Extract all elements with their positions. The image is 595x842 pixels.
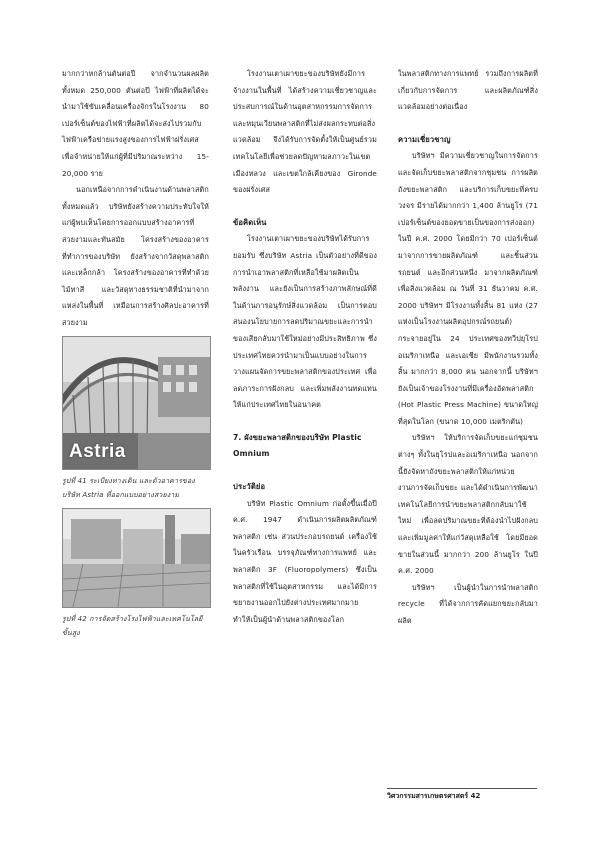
paragraph: โรงงานเตาเผาขยะของบริษัทได้รับการยอมรับ ซึ่งบริษัท Astria เป็นตัวอย่างที่ดีของการนำเอาพลาสติกที่เหลือใช้มาผลิตเป็นพลังงาน และยังเป็นการสร้างภาพลักษณ์ที่ดีในด้านการอนุรักษ์สิ่งแวดล้อม เป็นการตอบสนองนโยบายการลดปริมาณขยะและการนำของเสียกลับมาใช้ใหม่อย่างมีประสิทธิภาพ ซึ่งประเทศไทยควรนำมาเป็นแบบอย่างในการวางแผนจัดการขยะพลาสติกของประเทศ เพื่อลดภาระการฝังกลบ และเพิ่มพลังงานทดแทนให้แก่ประเทศไทยในอนาคต xyxy=(233,234,377,410)
paragraph: มากกว่าหกล้านตันต่อปี จากจำนวนผลผลิตทั้งหมด 250,000 ตันต่อปี ไฟฟ้าที่ผลิตได้จะนำมาใช้ขับเคลื่อนเครื่องจักรในโรงงาน 80 เปอร์เซ็นต์ของไฟฟ้าที่ผลิตได้จะส่งไปรวมกับไฟฟ้าเครือข่ายแรงสูงของการไฟฟ้าฝรั่งเศส เพื่อจำหน่ายให้แก่ผู้ที่มีปริมาณระหว่าง 15-20,000 ราย xyxy=(62,69,209,178)
figure-astria-photo xyxy=(62,336,211,470)
figure-caption: รูปที่ 41 ระเบียงทางเดิน และตัวอาคารของบริษัท Astria ที่ออกแบบอย่างสวยงาม xyxy=(62,476,195,499)
section-heading: 7. ผังขยะพลาสติกของบริษัท Plastic Omnium xyxy=(233,432,362,459)
figure-plant-photo xyxy=(62,508,211,608)
column-left xyxy=(62,66,209,640)
paragraph: ในพลาสติกทางการแพทย์ รวมถึงการผลิตที่เกี่ยวกับการจัดการ และผลิตภัณฑ์สิ่งแวดล้อมอย่างต่อเนื่อง xyxy=(398,69,538,112)
paragraph: บริษัทฯ มีความเชี่ยวชาญในการจัดการ และจัดเก็บขยะพลาสติกจากชุมชน การผลิตถังขยะพลาสติก และบริการเก็บขยะที่ครบวงจร มีรายได้มากกว่า 1,400 ล้านยูโร (71 เปอร์เซ็นต์ของยอดขายเป็นของการส่งออก) ในปี ค.ศ. 2000 โดยมีกว่า 70 เปอร์เซ็นต์ มาจากการขายผลิตภัณฑ์ และชิ้นส่วนรถยนต์ และอีกส่วนหนึ่ง มาจากผลิตภัณฑ์เพื่อสิ่งแวดล้อม ณ วันที่ 31 ธันวาคม ค.ศ. 2000 บริษัทฯ มีโรงงานทั้งสิ้น 81 แห่ง (27 แห่งเป็นโรงงานผลิตอุปกรณ์รถยนต์) กระจายอยู่ใน 24 ประเทศของทวีปยุโรป อเมริกาเหนือ และเอเชีย มีพนักงานรวมทั้งสิ้น มากกว่า 8,000 คน นอกจากนี้ บริษัทฯ ยังเป็นเจ้าของโรงงานที่มีเครื่องอัดพลาสติก (Hot Plastic Press Machine) ขนาดใหญ่ที่สุดในโลก (ขนาด 10,000 เมตริกตัน) xyxy=(398,151,538,426)
paragraph: นอกเหนือจากการดำเนินงานด้านพลาสติกทั้งหมดแล้ว บริษัทยังสร้างความประทับใจให้แก่ผู้พบเห็นโดยการออกแบบสร้างอาคารที่สวยงามและทันสมัย โครงสร้างของอาคารที่ทำการของบริษัท ยังสร้างจากวัสดุพลาสติกและเหล็กกล้า โครงสร้างของอาคารที่ทำด้วยไม้ทาสี และวัสดุทางธรรมชาติที่นำมาจากแหล่งในพื้นที่ เหมือนการสร้างศิลปะอาคารที่สวยงาม xyxy=(62,185,209,327)
paragraph: โรงงานเตาเผาขยะของบริษัทยังมีการจ้างงานในพื้นที่ ได้สร้างความเชี่ยวชาญและประสบการณ์ในด้านอุตสาหกรรมการจัดการ และหมุนเวียนพลาสติกที่ไม่ส่งผลกระทบต่อสิ่งแวดล้อม จึงได้รับการจัดตั้งให้เป็นศูนย์รวมเทคโนโลยีเพื่อช่วยลดปัญหามลภาวะในเขตเมืองหลวง และเขตใกล้เคียงของ Gironde ของฝรั่งเศส xyxy=(233,69,377,195)
footer-rule xyxy=(387,788,537,789)
page-footer: วิศวกรรมสารเกษตรศาสตร์ 42 xyxy=(387,792,481,800)
column-right xyxy=(398,66,538,630)
paragraph: บริษัท Plastic Omnium ก่อตั้งขึ้นเมื่อปี ค.ศ. 1947 ดำเนินการผลิตผลิตภัณฑ์พลาสติก เช่น ส่วนประกอบรถยนต์ เครื่องใช้ในครัวเรือน บรรจุภัณฑ์ทางการแพทย์ และพลาสติก 3F (Fluoropolymers) ซึ่งเป็นพลาสติกที่ใช้ในอุตสาหกรรม และได้มีการขยายงานออกไปยังต่างประเทศมากมาย ทำให้เป็นผู้นำด้านพลาสติกของโลก xyxy=(233,498,377,624)
astria-logo-text: Astria xyxy=(69,440,126,462)
section-heading: ความเชี่ยวชาญ xyxy=(398,134,451,144)
figure-caption: รูปที่ 42 การจัดสร้างโรงไฟฟ้าและเทคโนโลยีขั้นสูง xyxy=(62,614,203,637)
section-heading: ประวัติย่อ xyxy=(233,482,266,492)
paragraph: บริษัทฯ เป็นผู้นำในการนำพลาสติก recycle ที่ได้จากการคัดแยกขยะกลับมาผลิต xyxy=(398,582,538,625)
column-middle xyxy=(233,66,377,628)
plant-photo-image xyxy=(63,509,210,607)
section-heading: ข้อคิดเห็น xyxy=(233,217,267,227)
paragraph: บริษัทฯ ให้บริการจัดเก็บขยะแก่ชุมชนต่างๆ ทั้งในยุโรปและอเมริกาเหนือ นอกจากนี้ยังจัดหาถังขยะพลาสติกให้แก่หน่วยงานการจัดเก็บขยะ และได้ดำเนินการพัฒนาเทคโนโลยีการนำขยะพลาสติกกลับมาใช้ใหม่ เพื่อลดปริมาณขยะที่ต้องนำไปฝังกลบ และเพิ่มมูลค่าให้แก่วัสดุเหลือใช้ โดยมียอดขายในส่วนนี้ มากกว่า 200 ล้านยูโร ในปี ค.ศ. 2000 xyxy=(398,433,538,576)
